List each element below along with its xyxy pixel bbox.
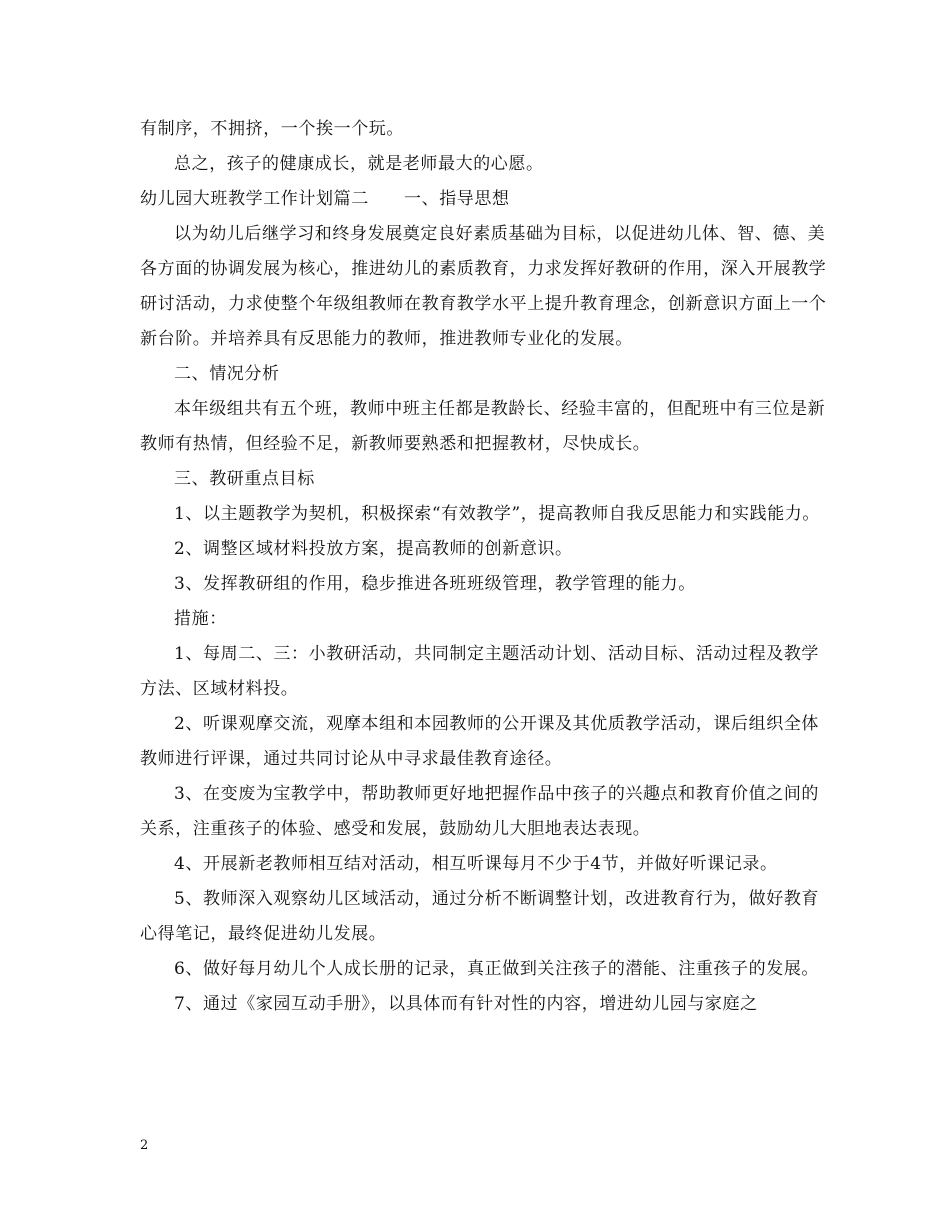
- paragraph: 幼儿园大班教学工作计划篇二 一、指导思想: [140, 189, 510, 209]
- body-text: [140, 112, 830, 1022]
- paragraph: 2、听课观摩交流，观摩本组和本园教师的公开课及其优质教学活动，课后组织全体教师进行评课，通过共同讨论从中寻求最佳教育途径。: [140, 714, 820, 769]
- paragraph: 1、每周二、三：小教研活动，共同制定主题活动计划、活动目标、活动过程及教学方法、区域材料投。: [140, 644, 820, 699]
- paragraph: 以为幼儿后继学习和终身发展奠定良好素质基础为目标，以促进幼儿体、智、德、美各方面的协调发展为核心，推进幼儿的素质教育，力求发挥好教研的作用，深入开展教学研讨活动，力求使整个年级组教师在教育教学水平上提升教育理念，创新意识方面上一个新台阶。并培养具有反思能力的教师，推进教师专业化的发展。: [140, 224, 827, 349]
- paragraph: 3、发挥教研组的作用，稳步推进各班班级管理，教学管理的能力。: [174, 574, 696, 594]
- page-number: 2: [140, 1138, 149, 1153]
- paragraph: 二、情况分析: [174, 364, 280, 384]
- paragraph: 三、教研重点目标: [174, 469, 315, 489]
- paragraph: 有制序，不拥挤，一个挨一个玩。: [140, 119, 404, 139]
- paragraph: 7、通过《家园互动手册》，以具体而有针对性的内容，增进幼儿园与家庭之: [174, 994, 758, 1014]
- paragraph: 2、调整区域材料投放方案，提高教师的创新意识。: [174, 539, 573, 559]
- paragraph: 5、教师深入观察幼儿区域活动，通过分析不断调整计划，改进教育行为，做好教育心得笔记，最终促进幼儿发展。: [140, 889, 820, 944]
- paragraph: 措施：: [174, 609, 227, 629]
- paragraph: 6、做好每月幼儿个人成长册的记录，真正做到关注孩子的潜能、注重孩子的发展。: [174, 959, 820, 979]
- paragraph: 本年级组共有五个班，教师中班主任都是教龄长、经验丰富的，但配班中有三位是新教师有热情，但经验不足，新教师要熟悉和把握教材，尽快成长。: [140, 399, 826, 454]
- paragraph: 1、以主题教学为契机，积极探索“有效教学”，提高教师自我反思能力和实践能力。: [174, 504, 820, 524]
- paragraph: 总之，孩子的健康成长，就是老师最大的心愿。: [174, 154, 544, 174]
- paragraph: 4、开展新老教师相互结对活动，相互听课每月不少于4节，并做好听课记录。: [174, 854, 778, 874]
- paragraph: 3、在变废为宝教学中，帮助教师更好地把握作品中孩子的兴趣点和教育价值之间的关系，注重孩子的体验、感受和发展，鼓励幼儿大胆地表达表现。: [140, 784, 820, 839]
